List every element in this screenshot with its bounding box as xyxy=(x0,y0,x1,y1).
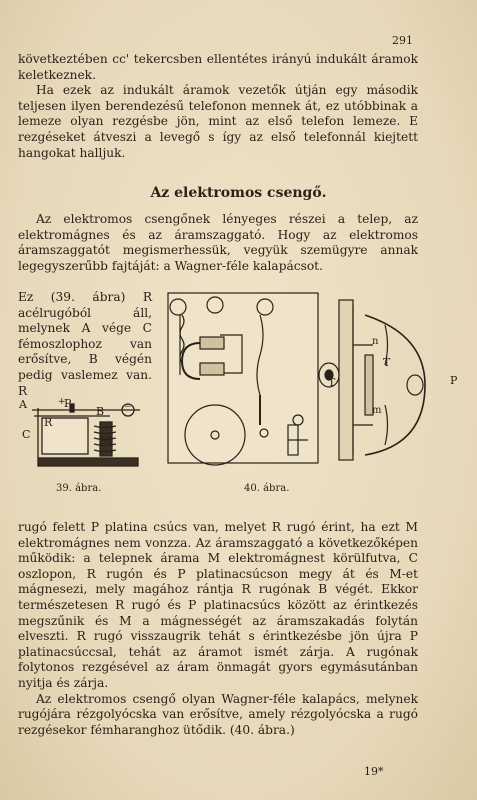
paragraph-interrupter: rugó felett P platina csúcs van, melyet R rugó érint, ha ezt M elektromágnes nem vonzza. Az áramszaggató a következőképen működik: a telepnek árama M elektromágnest körülfutva, C oszlopon, R rugón és P platinacsúcson megy át és M-et mágnesezi, mely magához rántja R rugónak B végét. Ekkor természetesen R rugó és P platinacsúcs között az érintkezés megszűnik és M a mágnességét az áramszakadás folytán elveszti. R rugó visszaugrik tehát s érintkezésbe jön újra P platinacsúccsal, tehát az áramot ismét zárja. A rugónak folytonos rezgésével az áram önmagát gyors egymásutánban nyitja és zárja. xyxy=(18,520,418,690)
intro-text xyxy=(18,212,418,274)
fig39-label-P: P xyxy=(64,397,72,410)
fig40-label-T-left: T xyxy=(328,376,336,389)
figure-40-caption: 40. ábra. xyxy=(244,483,290,494)
section-heading: Az elektromos csengő. xyxy=(150,185,327,201)
body-text xyxy=(18,520,418,738)
figure-side-text: Ez (39. ábra) R acélrugóból áll, melynek A vége C fémoszlophoz van erősítve, B végén pedig vaslemez van. R xyxy=(18,290,152,398)
fig39-label-B: B xyxy=(96,405,105,418)
fig39-label-minus: − xyxy=(124,402,132,412)
fig39-label-C: C xyxy=(22,428,31,441)
top-text xyxy=(18,52,418,161)
fig40-label-T-right: T xyxy=(383,356,391,369)
fig39-label-plus: + xyxy=(58,397,66,407)
fig40-label-m: m xyxy=(372,405,382,416)
fig39-label-A: A xyxy=(19,398,27,411)
paragraph-bell: Az elektromos csengő olyan Wagner-féle kalapács, melynek rugójára rézgolyócska van erősítve, amely rézgolyócska a rugó rezgésekor fémharanghoz ütődik. (40. ábra.) xyxy=(18,691,418,737)
fig40-label-n: n xyxy=(372,336,379,347)
paragraph-intro: Az elektromos csengőnek lényeges részei a telep, az elektromágnes és az áramszaggató. Hogy az elektromos áramszaggatót megismerhessük, vegyük szemügyre annak legegyszerűbb fajtáját: a Wagner-féle kalapácsot. xyxy=(18,212,418,273)
fig39-label-M: M xyxy=(100,434,112,447)
page-number: 291 xyxy=(392,34,413,47)
paragraph-continuation: következtében cc' tekercsben ellentétes irányú indukált áramok keletkeznek. xyxy=(18,52,418,82)
paragraph-telephone: Ha ezek az indukált áramok vezetők útján egy második teljesen ilyen berendezésű telefonon mennek át, ez utóbbinak a lemeze olyan rezgésbe jön, mint az első telefon lemeze. E rezgéseket átveszi a levegő s így az első telefonnál kiejtett hangokat halljuk. xyxy=(18,83,418,160)
fig40-label-P: P xyxy=(450,374,458,387)
printer-signature: 19* xyxy=(364,765,384,778)
figure-39-caption: 39. ábra. xyxy=(56,483,102,494)
fig39-label-R: R xyxy=(44,416,53,429)
